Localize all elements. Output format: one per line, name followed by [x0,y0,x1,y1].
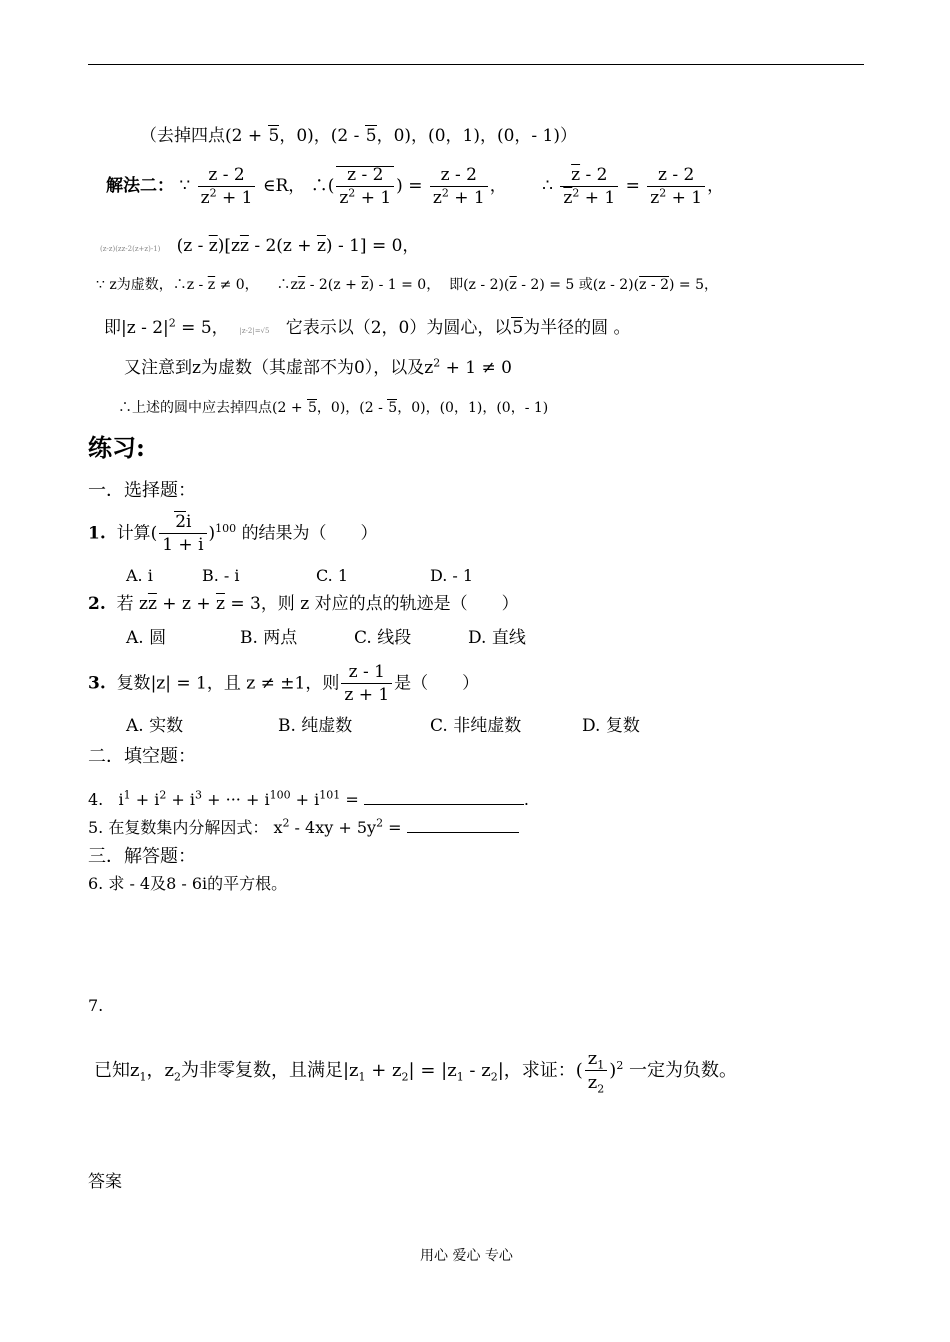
q2-option-b[interactable]: B. 两点 [240,628,298,648]
question-4: 4. $i^1 + i^2 + i^3$ + ··· + $i^{100} + i^{101}$ = . [88,788,529,809]
solution-line-5: 又注意到z为虚数（其虚部不为0），以及$z^2 + 1 \ne 0$ [124,356,512,378]
q3-option-a[interactable]: A. 实数 [126,716,184,736]
q4-answer-blank[interactable] [364,790,524,805]
practice-title: 练习: [88,433,145,462]
method2-label: 解法二： [106,176,174,196]
q3-option-c[interactable]: C. 非纯虚数 [430,716,522,736]
footer: 用心 爱心 专心 [420,1248,513,1264]
q3-options [126,718,640,735]
q2-options [126,630,526,647]
faint-mark: (z-z)(zz-2(z+z)-1) [100,245,161,253]
q2-option-d[interactable]: D. 直线 [468,628,526,648]
section-fill: 二．填空题： [88,746,196,767]
remove-points-line: （去掉四点(2 + 5，0)，(2 - 5，0)，(0，1)，(0，- 1)） [140,126,577,146]
question-2: 2. 若 $z\overline{z} + z + \overline{z} = 3$，则 z 对应的点的轨迹是（ ） [88,594,519,614]
question-6: 6. 求 - 4及8 - 6i的平方根。 [88,874,288,893]
question-7: 已知$z_1$，$z_2$为非零复数，且满足$|z_1 + z_2| = |z_1 - z_2|$，求证：( $\frac{z_1}{z_2}$ )$^2$ 一定为负数。 [94,1048,738,1096]
q1-options [126,568,473,584]
q1-option-b[interactable]: B. - i [202,566,240,585]
header-rule [88,64,864,65]
q5-answer-blank[interactable] [407,818,519,833]
q2-option-a[interactable]: A. 圆 [126,628,167,648]
method2-line: 解法二： ∵ $\frac{z - 2}{z^2 + 1}$ ∈R， ∴( $\frac{z - 2}{z^2 + 1}$ ) = $\frac{z - 2}{z^2 + 1}$ ， ∴ $\frac{\overline{z} - 2}{\overline{z}^2 + 1}$ = $\frac{z - 2}{z^2 + 1}$ ， [106,164,725,208]
q2-option-c[interactable]: C. 线段 [354,628,412,648]
question-3: 3. 复数|z| = 1，且 z ≠ ±1，则 $\frac{z - 1}{z + 1}$ 是（ ） [88,662,480,705]
solution-line-6: ∴上述的圆中应去掉四点(2 + 5，0)，(2 - 5，0)，(0，1)，(0，- 1) [118,400,549,416]
answer-label: 答案 [88,1172,122,1192]
q3-option-b[interactable]: B. 纯虚数 [278,716,353,736]
solution-line-3: ∵ z为虚数，∴z - $\overline{z} \ne 0$， $\therefore z\overline{z} - 2(z + \overline{z}) - 1 = 0$， 即$(z - 2)(\overline{z} - 2) = 5$ 或(z - 2)(z - 2) = 5， [96,277,719,293]
section-choice: 一．选择题： [88,480,196,501]
question-1: 1. 计算( $\frac{2i}{1 + i}$ )$^{100}$ 的结果为（ ） [88,512,378,555]
solution-line-4: 即$|z - 2|^2 = 5$， |z-2|=√5 它表示以（2，0）为圆心，以5为半径的圆 。 [104,316,631,338]
question-5: 5. 在复数集内分解因式： $x^2 - 4xy + 5y^2$ = [88,818,519,836]
q1-option-a[interactable]: A. i [126,566,153,585]
q1-option-c[interactable]: C. 1 [316,566,349,585]
q3-option-d[interactable]: D. 复数 [582,716,640,736]
section-answer: 三．解答题： [88,846,196,867]
q1-option-d[interactable]: D. - 1 [430,566,474,585]
solution-line-2: (z-z)(zz-2(z+z)-1) $(z - \overline{z})[z\overline{z} - 2(z + \overline{z}) - 1] = 0$， [100,236,420,256]
question-7-number: 7. [88,996,104,1015]
